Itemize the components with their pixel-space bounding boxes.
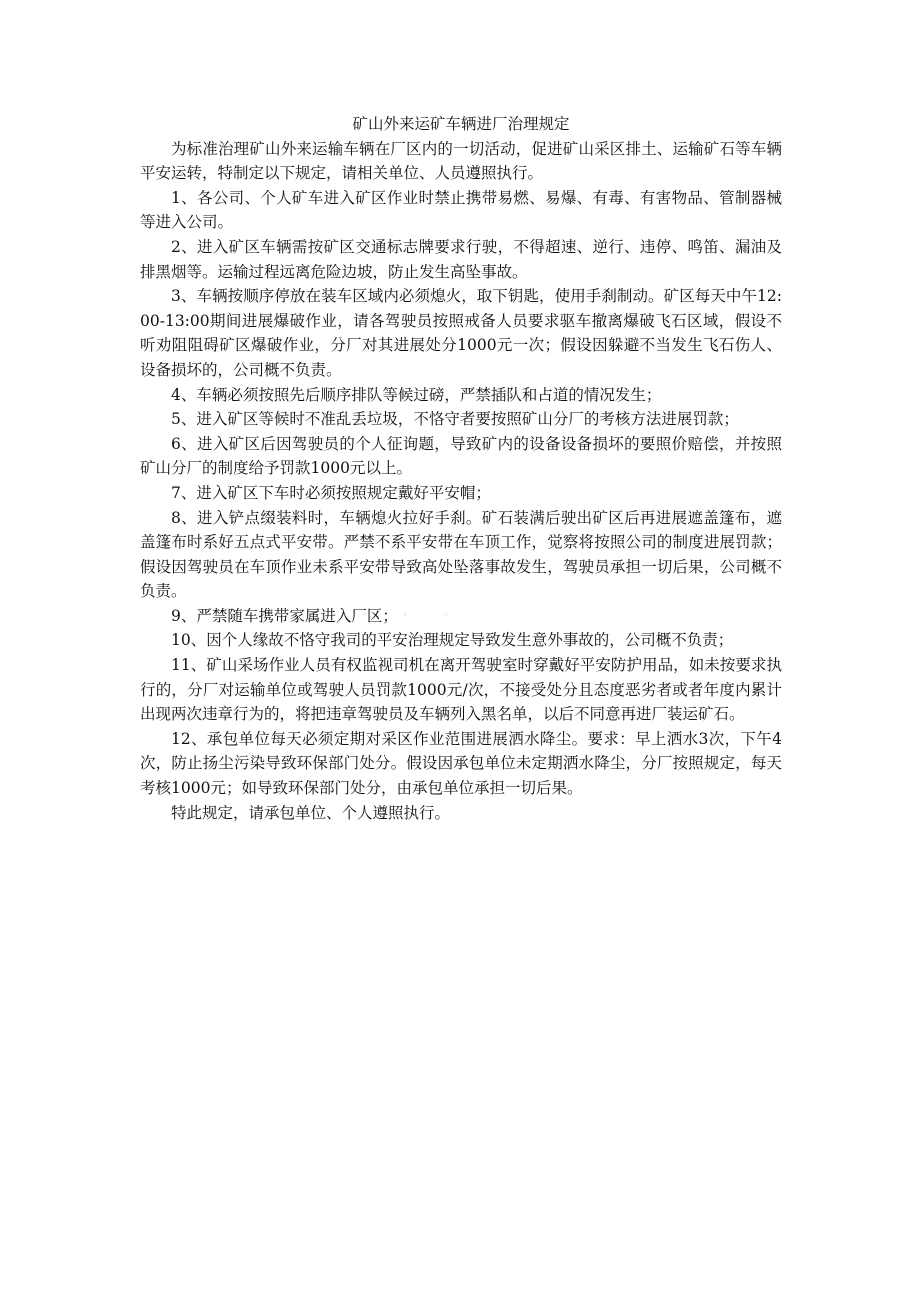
paragraph-rule-3: 3、车辆按顺序停放在装车区域内必须熄火，取下钥匙，使用手刹制动。矿区每天中午12:00-13:00期间进展爆破作业，请各驾驶员按照戒备人员要求驱车撤离爆破飞石区域，假设不听劝阻阻碍矿区爆破作业，分厂对其进展处分1000元一次；假设因躲避不当发生飞石伤人、设备损坏的，公司概不负责。 xyxy=(140,287,782,379)
paragraph-rule-11: 11、矿山采场作业人员有权监视司机在离开驾驶室时穿戴好平安防护用品，如未按要求执行的，分厂对运输单位或驾驶人员罚款1000元/次，不接受处分且态度恶劣者或者年度内累计出现两次违章行为的，将把违章驾驶员及车辆列入黑名单，以后不同意再进厂装运矿石。 xyxy=(140,656,782,724)
document-body xyxy=(140,112,782,825)
paragraph-rule-7: 7、进入矿区下车时必须按照规定戴好平安帽； xyxy=(171,483,491,502)
paragraph-rule-10: 10、因个人缘故不恪守我司的平安治理规定导致发生意外事故的，公司概不负责； xyxy=(171,631,734,650)
paragraph-rule-12: 12、承包单位每天必须定期对采区作业范围进展洒水降尘。要求：早上洒水3次，下午4次，防止扬尘污染导致环保部门处分。假设因承包单位未定期洒水降尘，分厂按照规定，每天考核1000元；如导致环保部门处分，由承包单位承担一切后果。 xyxy=(140,729,782,798)
paragraph-rule-1: 1、各公司、个人矿车进入矿区作业时禁止携带易燃、易爆、有毒、有害物品、管制器械等进入公司。 xyxy=(140,188,782,232)
paragraph-rule-6: 6、进入矿区后因驾驶员的个人征询题，导致矿内的设备设备损坏的要照价赔偿，并按照矿山分厂的制度给予罚款1000元以上。 xyxy=(140,434,782,478)
paragraph-rule-5: 5、进入矿区等候时不准乱丢垃圾，不恪守者要按照矿山分厂的考核方法进展罚款； xyxy=(171,410,739,429)
paragraph-intro: 为标准治理矿山外来运输车辆在厂区内的一切活动，促进矿山采区排土、运输矿石等车辆平安运转，特制定以下规定，请相关单位、人员遵照执行。 xyxy=(140,139,782,183)
watermark: · · · xyxy=(360,598,455,633)
paragraph-closing: 特此规定，请承包单位、个人遵照执行。 xyxy=(171,803,451,822)
paragraph-rule-8: 8、进入铲点缀装料时，车辆熄火拉好手刹。矿石装满后驶出矿区后再进展遮盖篷布，遮盖篷布时系好五点式平安带。严禁不系平安带在车顶工作，觉察将按照公司的制度进展罚款；假设因驾驶员在车顶作业未系平安带导致高处坠落事故发生，驾驶员承担一切后果，公司概不负责。 xyxy=(140,508,782,601)
paragraph-rule-9: 9、严禁随车携带家属进入厂区； xyxy=(171,606,398,625)
paragraph-rule-4: 4、车辆必须按照先后顺序排队等候过磅，严禁插队和占道的情况发生； xyxy=(171,385,662,404)
document-title: 矿山外来运矿车辆进厂治理规定 xyxy=(352,115,570,133)
paragraph-rule-2: 2、进入矿区车辆需按矿区交通标志牌要求行驶，不得超速、逆行、违停、鸣笛、漏油及排黑烟等。运输过程远离危险边坡，防止发生高坠事故。 xyxy=(140,237,782,281)
